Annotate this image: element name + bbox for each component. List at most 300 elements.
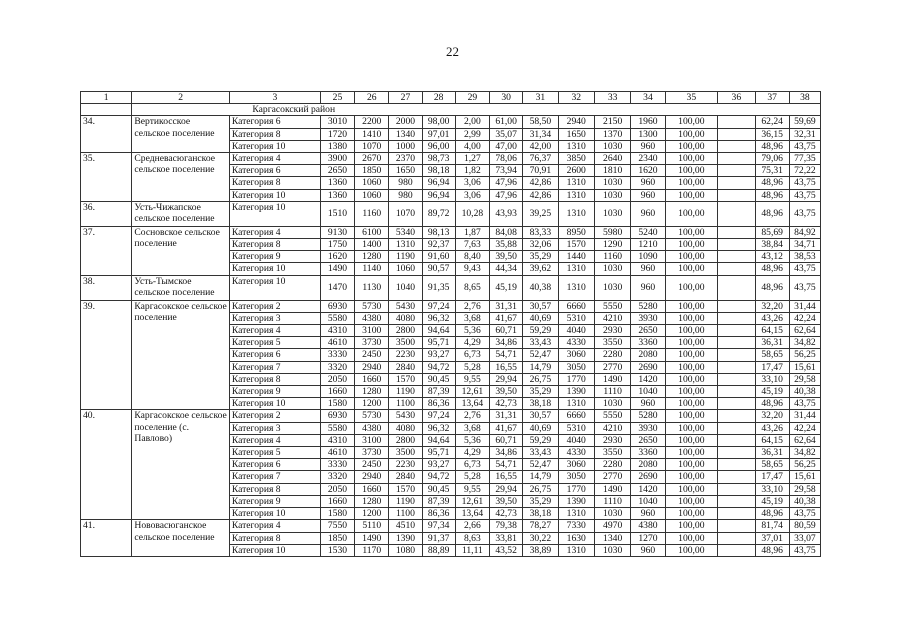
value-cell: 1190 xyxy=(389,251,422,263)
value-cell: 1200 xyxy=(355,508,389,520)
value-cell: 1080 xyxy=(389,544,422,556)
column-header: 25 xyxy=(320,92,354,104)
value-cell: 45,19 xyxy=(755,386,789,398)
value-cell: 47,96 xyxy=(490,189,523,201)
value-cell: 86,36 xyxy=(422,508,455,520)
value-cell: 35,88 xyxy=(490,239,523,251)
value-cell: 5550 xyxy=(594,410,630,422)
column-header: 26 xyxy=(355,92,389,104)
value-cell: 960 xyxy=(631,275,665,300)
value-cell: 87,39 xyxy=(422,386,455,398)
value-cell: 3330 xyxy=(320,349,354,361)
value-cell: 100,00 xyxy=(665,263,717,275)
value-cell: 91,37 xyxy=(422,532,455,544)
value-cell: 4310 xyxy=(320,325,354,337)
category-cell: Категория 4 xyxy=(229,520,320,532)
value-cell xyxy=(718,471,755,483)
value-cell: 1190 xyxy=(389,495,422,507)
value-cell: 38,18 xyxy=(523,508,558,520)
value-cell: 100,00 xyxy=(665,434,717,446)
value-cell: 56,25 xyxy=(789,349,820,361)
value-cell: 1720 xyxy=(320,128,354,140)
value-cell: 4330 xyxy=(558,337,594,349)
value-cell: 1040 xyxy=(631,495,665,507)
category-cell: Категория 6 xyxy=(229,349,320,361)
value-cell: 3360 xyxy=(631,337,665,349)
value-cell: 79,38 xyxy=(490,520,523,532)
value-cell xyxy=(718,312,755,324)
value-cell: 100,00 xyxy=(665,447,717,459)
category-cell: Категория 10 xyxy=(229,544,320,556)
value-cell: 39,50 xyxy=(490,495,523,507)
value-cell: 1750 xyxy=(320,239,354,251)
row-number: 35. xyxy=(81,153,132,202)
value-cell: 1620 xyxy=(320,251,354,263)
value-cell: 32,20 xyxy=(755,410,789,422)
value-cell: 100,00 xyxy=(665,128,717,140)
value-cell: 62,64 xyxy=(789,434,820,446)
value-cell: 3930 xyxy=(631,422,665,434)
value-cell: 36,31 xyxy=(755,337,789,349)
value-cell xyxy=(718,349,755,361)
value-cell: 9,43 xyxy=(455,263,489,275)
value-cell: 1310 xyxy=(558,201,594,226)
value-cell: 93,27 xyxy=(422,349,455,361)
value-cell: 1390 xyxy=(389,532,422,544)
value-cell: 100,00 xyxy=(665,337,717,349)
value-cell: 38,18 xyxy=(523,398,558,410)
value-cell: 41,67 xyxy=(490,312,523,324)
value-cell: 97,01 xyxy=(422,128,455,140)
value-cell xyxy=(718,520,755,532)
value-cell: 34,71 xyxy=(789,239,820,251)
value-cell: 960 xyxy=(631,140,665,152)
value-cell: 4610 xyxy=(320,447,354,459)
value-cell: 29,94 xyxy=(490,483,523,495)
value-cell xyxy=(718,165,755,177)
category-cell: Категория 10 xyxy=(229,508,320,520)
category-cell: Категория 4 xyxy=(229,226,320,238)
value-cell: 5310 xyxy=(558,312,594,324)
category-cell: Категория 10 xyxy=(229,398,320,410)
value-cell: 100,00 xyxy=(665,251,717,263)
value-cell: 960 xyxy=(631,263,665,275)
value-cell: 2,66 xyxy=(455,520,489,532)
column-header: 27 xyxy=(389,92,422,104)
value-cell: 3850 xyxy=(558,153,594,165)
value-cell: 1030 xyxy=(594,177,630,189)
value-cell: 2050 xyxy=(320,373,354,385)
value-cell: 1130 xyxy=(355,275,389,300)
value-cell: 4,00 xyxy=(455,140,489,152)
value-cell xyxy=(718,386,755,398)
value-cell: 100,00 xyxy=(665,239,717,251)
value-cell: 1280 xyxy=(355,251,389,263)
value-cell: 43,75 xyxy=(789,544,820,556)
value-cell: 1410 xyxy=(355,128,389,140)
value-cell: 2,99 xyxy=(455,128,489,140)
value-cell: 1310 xyxy=(558,275,594,300)
value-cell: 36,31 xyxy=(755,447,789,459)
category-cell: Категория 8 xyxy=(229,532,320,544)
value-cell: 100,00 xyxy=(665,398,717,410)
value-cell: 980 xyxy=(389,189,422,201)
value-cell: 3,68 xyxy=(455,312,489,324)
value-cell: 39,62 xyxy=(523,263,558,275)
value-cell: 43,75 xyxy=(789,275,820,300)
value-cell: 4210 xyxy=(594,312,630,324)
value-cell: 9130 xyxy=(320,226,354,238)
value-cell: 42,86 xyxy=(523,189,558,201)
value-cell: 42,73 xyxy=(490,398,523,410)
value-cell: 81,74 xyxy=(755,520,789,532)
value-cell: 1070 xyxy=(389,201,422,226)
settlement-name: Средневасюганское сельское поселение xyxy=(132,153,229,202)
category-cell: Категория 10 xyxy=(229,275,320,300)
value-cell: 54,71 xyxy=(490,459,523,471)
value-cell: 100,00 xyxy=(665,275,717,300)
value-cell: 2,00 xyxy=(455,116,489,128)
value-cell: 2280 xyxy=(594,459,630,471)
settlement-name: Усть-Тымское сельское поселение xyxy=(132,275,229,300)
category-cell: Категория 6 xyxy=(229,165,320,177)
value-cell: 2690 xyxy=(631,361,665,373)
row-number: 38. xyxy=(81,275,132,300)
value-cell: 1280 xyxy=(355,386,389,398)
column-header: 2 xyxy=(132,92,229,104)
value-cell: 43,93 xyxy=(490,201,523,226)
value-cell: 64,15 xyxy=(755,325,789,337)
value-cell: 33,10 xyxy=(755,483,789,495)
value-cell xyxy=(718,189,755,201)
value-cell: 98,73 xyxy=(422,153,455,165)
value-cell: 1280 xyxy=(355,495,389,507)
value-cell: 1190 xyxy=(389,386,422,398)
value-cell: 1200 xyxy=(355,398,389,410)
category-cell: Категория 2 xyxy=(229,300,320,312)
category-cell: Категория 8 xyxy=(229,483,320,495)
value-cell: 42,00 xyxy=(523,140,558,152)
value-cell: 37,01 xyxy=(755,532,789,544)
value-cell: 1440 xyxy=(558,251,594,263)
value-cell: 2670 xyxy=(355,153,389,165)
value-cell: 16,55 xyxy=(490,361,523,373)
value-cell: 45,19 xyxy=(755,495,789,507)
value-cell: 94,72 xyxy=(422,471,455,483)
value-cell: 2800 xyxy=(389,325,422,337)
value-cell: 43,75 xyxy=(789,177,820,189)
value-cell: 95,71 xyxy=(422,447,455,459)
value-cell: 42,73 xyxy=(490,508,523,520)
value-cell: 43,26 xyxy=(755,422,789,434)
value-cell: 33,07 xyxy=(789,532,820,544)
value-cell: 2000 xyxy=(389,116,422,128)
value-cell: 3930 xyxy=(631,312,665,324)
value-cell xyxy=(718,128,755,140)
value-cell: 5,36 xyxy=(455,434,489,446)
value-cell: 88,89 xyxy=(422,544,455,556)
value-cell: 97,24 xyxy=(422,410,455,422)
column-header: 34 xyxy=(631,92,665,104)
value-cell: 6930 xyxy=(320,410,354,422)
column-header: 31 xyxy=(523,92,558,104)
value-cell: 48,96 xyxy=(755,275,789,300)
value-cell: 61,00 xyxy=(490,116,523,128)
table-row xyxy=(81,300,821,312)
value-cell: 2450 xyxy=(355,349,389,361)
value-cell: 8,40 xyxy=(455,251,489,263)
value-cell: 38,89 xyxy=(523,544,558,556)
value-cell: 90,57 xyxy=(422,263,455,275)
value-cell: 33,10 xyxy=(755,373,789,385)
column-header: 37 xyxy=(755,92,789,104)
value-cell: 26,75 xyxy=(523,373,558,385)
value-cell: 62,24 xyxy=(755,116,789,128)
value-cell xyxy=(718,177,755,189)
value-cell: 78,27 xyxy=(523,520,558,532)
value-cell: 3330 xyxy=(320,459,354,471)
category-cell: Категория 10 xyxy=(229,140,320,152)
value-cell: 48,96 xyxy=(755,201,789,226)
value-cell xyxy=(718,226,755,238)
value-cell xyxy=(718,251,755,263)
value-cell: 3550 xyxy=(594,337,630,349)
value-cell: 1030 xyxy=(594,398,630,410)
value-cell: 1650 xyxy=(389,165,422,177)
value-cell: 48,96 xyxy=(755,508,789,520)
value-cell: 1360 xyxy=(320,189,354,201)
value-cell: 38,53 xyxy=(789,251,820,263)
value-cell: 6660 xyxy=(558,410,594,422)
value-cell: 1030 xyxy=(594,544,630,556)
value-cell: 4210 xyxy=(594,422,630,434)
value-cell: 100,00 xyxy=(665,532,717,544)
value-cell: 2940 xyxy=(558,116,594,128)
value-cell: 3,06 xyxy=(455,177,489,189)
value-cell: 100,00 xyxy=(665,177,717,189)
value-cell: 5310 xyxy=(558,422,594,434)
value-cell: 38,84 xyxy=(755,239,789,251)
value-cell: 2690 xyxy=(631,471,665,483)
value-cell: 59,29 xyxy=(523,434,558,446)
value-cell: 100,00 xyxy=(665,312,717,324)
value-cell: 5730 xyxy=(355,410,389,422)
value-cell xyxy=(718,263,755,275)
column-header: 1 xyxy=(81,92,132,104)
value-cell: 4,29 xyxy=(455,447,489,459)
settlement-name: Нововасюганское сельское поселение xyxy=(132,520,229,557)
value-cell: 1270 xyxy=(631,532,665,544)
table-row xyxy=(81,520,821,532)
value-cell: 1,27 xyxy=(455,153,489,165)
value-cell: 100,00 xyxy=(665,495,717,507)
value-cell: 40,38 xyxy=(523,275,558,300)
settlement-name: Каргасокское сельское поселение xyxy=(132,300,229,410)
category-cell: Категория 10 xyxy=(229,263,320,275)
category-cell: Категория 5 xyxy=(229,447,320,459)
value-cell: 4970 xyxy=(594,520,630,532)
value-cell: 40,69 xyxy=(523,312,558,324)
category-cell: Категория 4 xyxy=(229,153,320,165)
value-cell: 1310 xyxy=(558,398,594,410)
value-cell: 2930 xyxy=(594,325,630,337)
value-cell: 1370 xyxy=(594,128,630,140)
value-cell xyxy=(718,275,755,300)
category-cell: Категория 4 xyxy=(229,434,320,446)
value-cell: 90,45 xyxy=(422,483,455,495)
value-cell: 3320 xyxy=(320,361,354,373)
value-cell: 960 xyxy=(631,177,665,189)
row-number: 34. xyxy=(81,116,132,153)
value-cell: 1110 xyxy=(594,495,630,507)
settlement-name: Каргасокское сельское поселение (с. Павлово) xyxy=(132,410,229,520)
value-cell: 15,61 xyxy=(789,471,820,483)
value-cell: 4610 xyxy=(320,337,354,349)
value-cell: 7330 xyxy=(558,520,594,532)
value-cell: 33,81 xyxy=(490,532,523,544)
value-cell: 1650 xyxy=(558,128,594,140)
value-cell: 58,50 xyxy=(523,116,558,128)
value-cell: 98,13 xyxy=(422,226,455,238)
value-cell: 100,00 xyxy=(665,300,717,312)
value-cell: 96,00 xyxy=(422,140,455,152)
value-cell: 91,60 xyxy=(422,251,455,263)
value-cell: 13,64 xyxy=(455,398,489,410)
value-cell xyxy=(718,410,755,422)
value-cell: 10,28 xyxy=(455,201,489,226)
value-cell: 3010 xyxy=(320,116,354,128)
value-cell: 100,00 xyxy=(665,373,717,385)
value-cell: 96,94 xyxy=(422,177,455,189)
value-cell: 30,22 xyxy=(523,532,558,544)
value-cell xyxy=(718,153,755,165)
value-cell: 3060 xyxy=(558,459,594,471)
value-cell: 17,47 xyxy=(755,471,789,483)
row-number: 39. xyxy=(81,300,132,410)
value-cell: 29,94 xyxy=(490,373,523,385)
value-cell: 5280 xyxy=(631,410,665,422)
value-cell: 1810 xyxy=(594,165,630,177)
value-cell: 44,34 xyxy=(490,263,523,275)
row-number: 40. xyxy=(81,410,132,520)
value-cell: 5980 xyxy=(594,226,630,238)
value-cell: 75,31 xyxy=(755,165,789,177)
value-cell xyxy=(718,325,755,337)
value-cell: 6100 xyxy=(355,226,389,238)
value-cell: 1030 xyxy=(594,140,630,152)
value-cell: 2340 xyxy=(631,153,665,165)
value-cell: 95,71 xyxy=(422,337,455,349)
value-cell: 6930 xyxy=(320,300,354,312)
value-cell: 100,00 xyxy=(665,116,717,128)
value-cell: 100,00 xyxy=(665,325,717,337)
value-cell: 77,35 xyxy=(789,153,820,165)
value-cell: 3060 xyxy=(558,349,594,361)
value-cell: 3100 xyxy=(355,325,389,337)
value-cell: 59,29 xyxy=(523,325,558,337)
value-cell: 1660 xyxy=(355,373,389,385)
value-cell: 1660 xyxy=(320,386,354,398)
value-cell: 2080 xyxy=(631,349,665,361)
value-cell: 48,96 xyxy=(755,544,789,556)
value-cell: 5,28 xyxy=(455,471,489,483)
value-cell xyxy=(718,544,755,556)
value-cell: 97,34 xyxy=(422,520,455,532)
value-cell: 40,38 xyxy=(789,386,820,398)
value-cell: 2840 xyxy=(389,361,422,373)
value-cell: 32,31 xyxy=(789,128,820,140)
value-cell: 40,38 xyxy=(789,495,820,507)
value-cell: 960 xyxy=(631,201,665,226)
value-cell: 2940 xyxy=(355,471,389,483)
value-cell: 100,00 xyxy=(665,153,717,165)
table-row xyxy=(81,410,821,422)
value-cell: 78,06 xyxy=(490,153,523,165)
value-cell: 39,50 xyxy=(490,386,523,398)
value-cell: 34,86 xyxy=(490,337,523,349)
value-cell: 7,63 xyxy=(455,239,489,251)
value-cell: 1060 xyxy=(355,189,389,201)
value-cell: 5280 xyxy=(631,300,665,312)
value-cell: 92,37 xyxy=(422,239,455,251)
value-cell: 34,82 xyxy=(789,447,820,459)
value-cell: 100,00 xyxy=(665,422,717,434)
value-cell: 1660 xyxy=(355,483,389,495)
value-cell: 2640 xyxy=(594,153,630,165)
value-cell: 4,29 xyxy=(455,337,489,349)
value-cell: 15,61 xyxy=(789,361,820,373)
value-cell: 3360 xyxy=(631,447,665,459)
value-cell: 96,94 xyxy=(422,189,455,201)
value-cell: 91,35 xyxy=(422,275,455,300)
value-cell: 43,12 xyxy=(755,251,789,263)
value-cell: 31,44 xyxy=(789,410,820,422)
value-cell: 2370 xyxy=(389,153,422,165)
value-cell: 52,47 xyxy=(523,349,558,361)
value-cell: 43,75 xyxy=(789,201,820,226)
value-cell: 1170 xyxy=(355,544,389,556)
district-row xyxy=(81,104,821,116)
column-header: 35 xyxy=(665,92,717,104)
value-cell: 94,64 xyxy=(422,434,455,446)
value-cell: 59,69 xyxy=(789,116,820,128)
category-cell: Категория 10 xyxy=(229,189,320,201)
value-cell: 83,33 xyxy=(523,226,558,238)
value-cell: 3,68 xyxy=(455,422,489,434)
value-cell: 2,76 xyxy=(455,410,489,422)
value-cell: 43,52 xyxy=(490,544,523,556)
value-cell: 1030 xyxy=(594,508,630,520)
value-cell: 89,72 xyxy=(422,201,455,226)
value-cell: 1160 xyxy=(594,251,630,263)
value-cell: 3050 xyxy=(558,361,594,373)
category-cell: Категория 6 xyxy=(229,116,320,128)
value-cell: 73,94 xyxy=(490,165,523,177)
value-cell: 31,44 xyxy=(789,300,820,312)
value-cell: 4040 xyxy=(558,434,594,446)
value-cell: 1400 xyxy=(355,239,389,251)
value-cell: 47,96 xyxy=(490,177,523,189)
value-cell: 3500 xyxy=(389,447,422,459)
value-cell: 100,00 xyxy=(665,471,717,483)
value-cell: 1310 xyxy=(558,508,594,520)
value-cell: 2650 xyxy=(631,434,665,446)
value-cell: 2940 xyxy=(355,361,389,373)
value-cell: 1140 xyxy=(355,263,389,275)
column-header: 32 xyxy=(558,92,594,104)
value-cell: 42,24 xyxy=(789,422,820,434)
value-cell xyxy=(718,398,755,410)
